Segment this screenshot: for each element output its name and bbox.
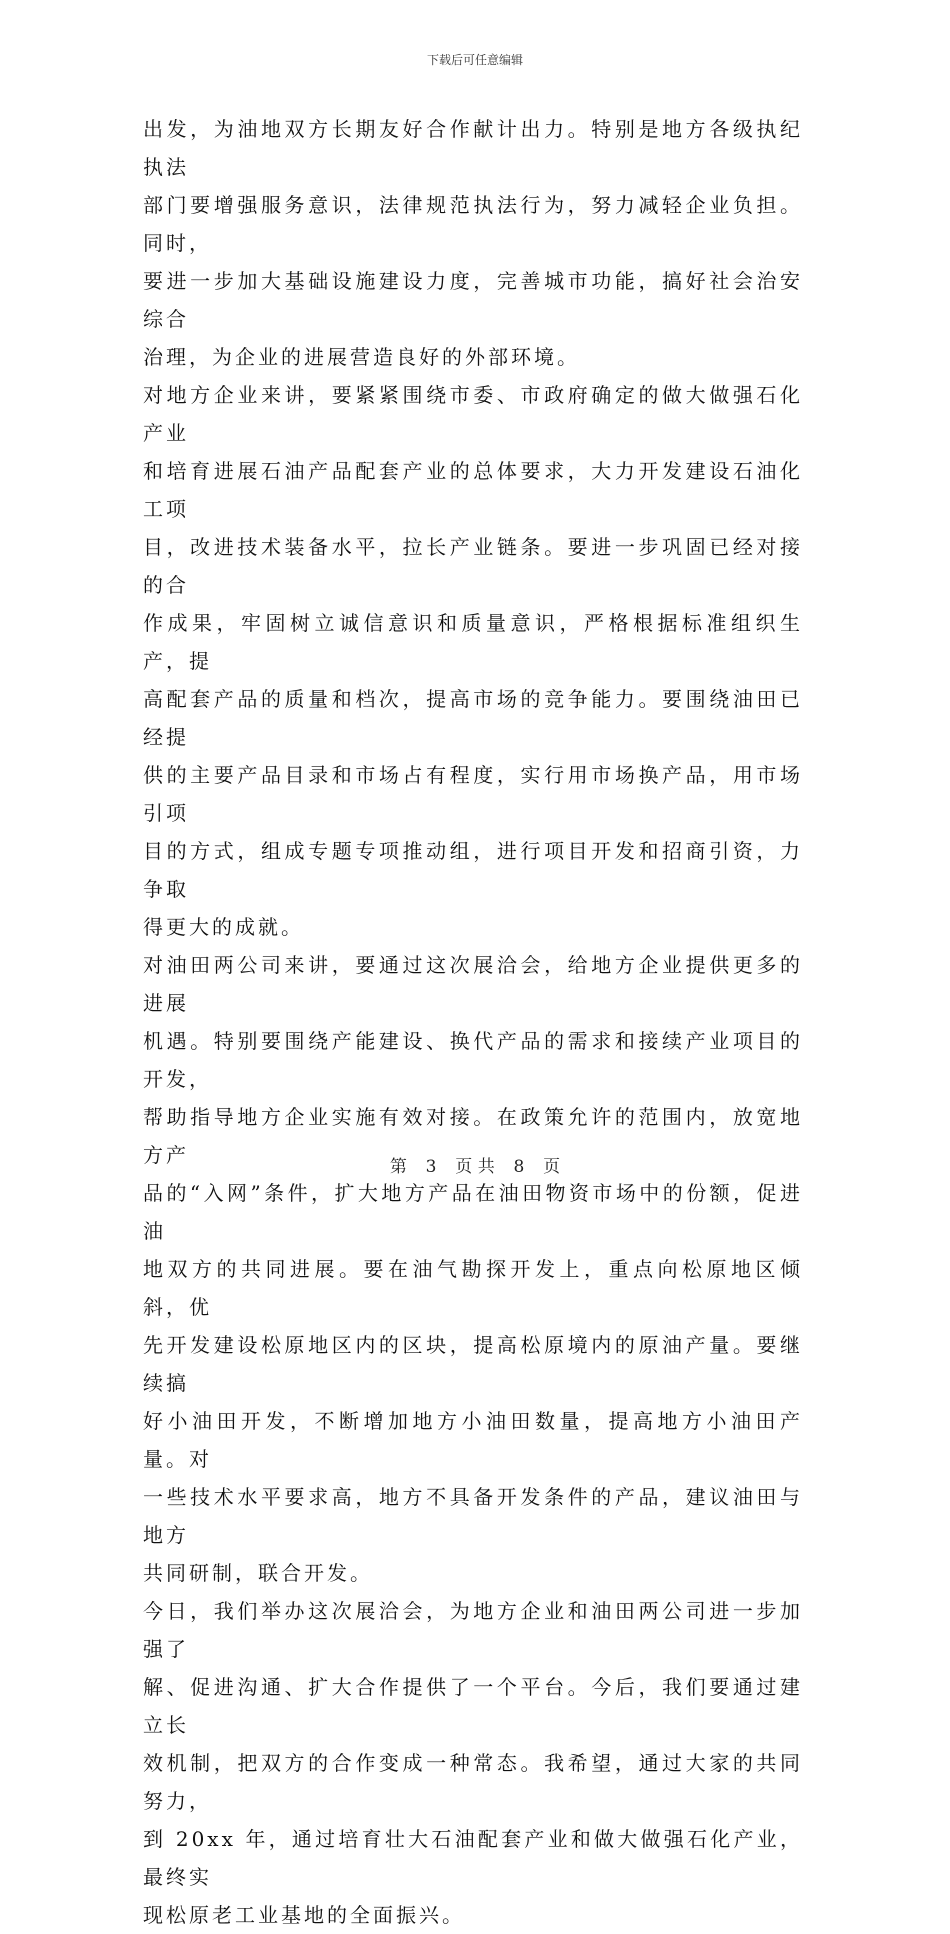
footer-prefix: 第 bbox=[389, 1157, 407, 1177]
footer-mid: 页 共 bbox=[455, 1157, 495, 1177]
paragraph-1: 出发，为油地双方长期友好合作献计出力。特别是地方各级执纪执法 部门要增强服务意识，法律规范执法行为，努力减轻企业负担。同时， 要进一步加大基础设施建设力度，完善城市功能，搞好社会治安综合 治理，为企业的进展营造良好的外部环境。 bbox=[143, 117, 803, 369]
paragraph-4: 今日，我们举办这次展洽会，为地方企业和油田两公司进一步加强了 解、促进沟通、扩大合作提供了一个平台。今后，我们要通过建立长 效机制，把双方的合作变成一种常态。我希望，通过大家的共同努力， 到 20xx 年，通过培育壮大石油配套产业和做大做强石化产业，最终实 现松原老工业基地的全面振兴。 bbox=[143, 1599, 803, 1927]
current-page-number: 3 bbox=[425, 1157, 437, 1177]
page-header: 下载后可任意编辑 bbox=[426, 53, 523, 67]
total-pages-number: 8 bbox=[513, 1157, 525, 1177]
paragraph-2: 对地方企业来讲，要紧紧围绕市委、市政府确定的做大做强石化产业 和培育进展石油产品配套产业的总体要求，大力开发建设石油化工项 目，改进技术装备水平，拉长产业链条。要进一步巩固已经对接的合 作成果，牢固树立诚信意识和质量意识，严格根据标准组织生产，提 高配套产品的质量和档次，提高市场的竞争能力。要围绕油田已经提 供的主要产品目录和市场占有程度，实行用市场换产品，用市场引项 目的方式，组成专题专项推动组，进行项目开发和招商引资，力争取 得更大的成就。 bbox=[143, 383, 803, 939]
document-body bbox=[143, 110, 803, 1934]
footer-suffix: 页 bbox=[543, 1157, 561, 1177]
page-footer bbox=[0, 1156, 950, 1178]
paragraph-3: 对油田两公司来讲，要通过这次展洽会，给地方企业提供更多的进展 机遇。特别要围绕产能建设、换代产品的需求和接续产业项目的开发， 帮助指导地方企业实施有效对接。在政策允许的范围内，放宽地方产 品的“入网”条件，扩大地方产品在油田物资市场中的份额，促进油 地双方的共同进展。要在油气勘探开发上，重点向松原地区倾斜，优 先开发建设松原地区内的区块，提高松原境内的原油产量。要继续搞 好小油田开发，不断增加地方小油田数量，提高地方小油田产量。对 一些技术水平要求高，地方不具备开发条件的产品，建议油田与地方 共同研制，联合开发。 bbox=[143, 953, 803, 1585]
